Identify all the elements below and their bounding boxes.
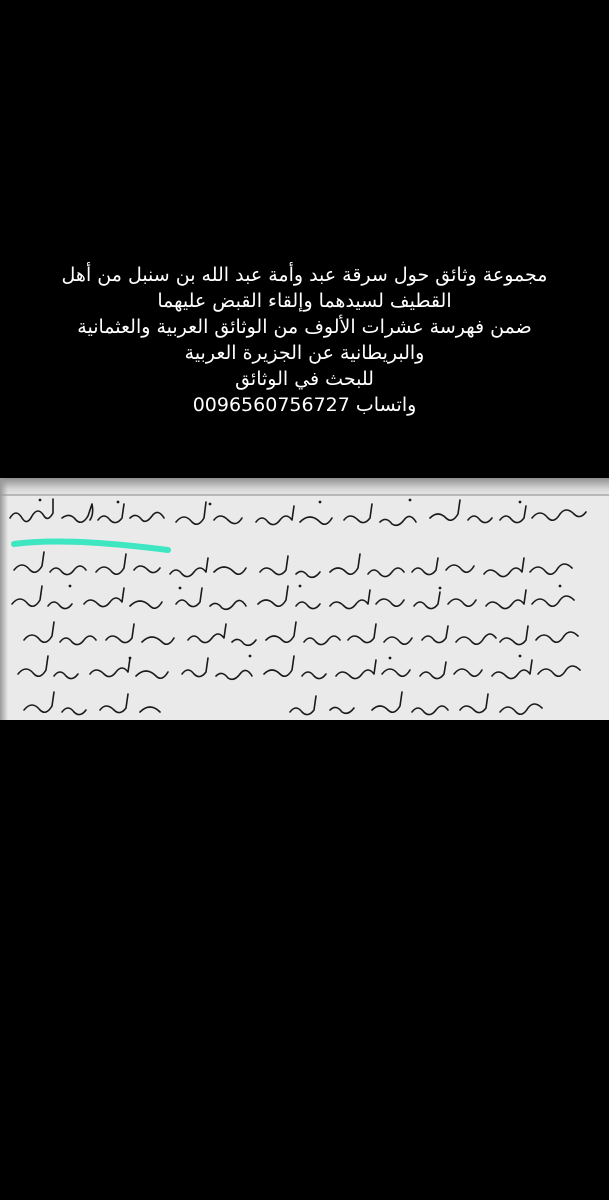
- caption-line-2: القطيف لسيدهما وإلقاء القبض عليهما: [157, 290, 452, 312]
- handwriting-line-6: [24, 692, 542, 715]
- caption-line-3: ضمن فهرسة عشرات الألوف من الوثائق العربية والعثمانية: [77, 316, 532, 338]
- highlight-underline: [14, 542, 168, 550]
- handwriting-line-3: [12, 586, 574, 609]
- handwritten-document-image: [0, 478, 609, 720]
- handwriting-line-2: [14, 552, 572, 577]
- caption-line-4: والبريطانية عن الجزيرة العربية: [184, 342, 425, 364]
- handwriting-line-5: [18, 656, 580, 679]
- caption-line-1: مجموعة وثائق حول سرقة عبد وأمة عبد الله بن سنبل من أهل: [61, 264, 548, 286]
- handwriting-line-4: [24, 622, 578, 645]
- handwriting-line-1: [10, 499, 586, 525]
- caption-line-6-whatsapp: واتساب 0096560756727: [192, 394, 417, 416]
- post-caption: [10, 262, 599, 418]
- handwriting-strokes: [0, 478, 609, 720]
- caption-line-5: للبحث في الوثائق: [235, 368, 374, 390]
